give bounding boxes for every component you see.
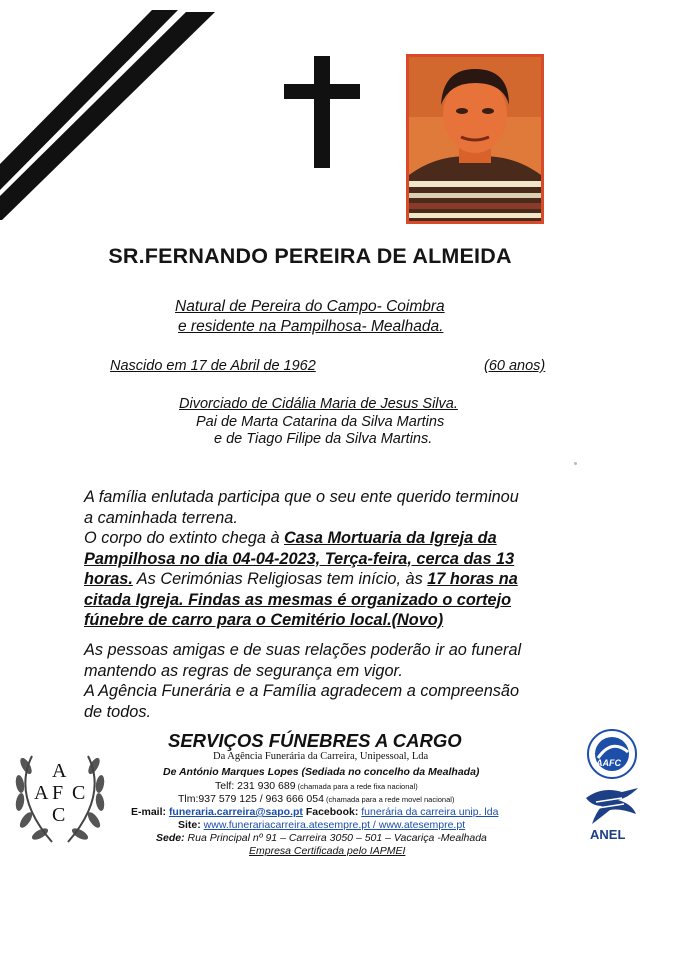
agency-owner: De António Marques Lopes (Sediada no concelho da Mealhada): [163, 766, 480, 778]
family-line-2: Pai de Marta Catarina da Silva Martins: [196, 414, 445, 430]
paragraph-line: mantendo as regras de segurança em vigor.: [84, 661, 403, 680]
address: Rua Principal nº 91 – Carreira 3050 – 501 – Vacariça -Mealhada: [187, 832, 487, 844]
phone-fixed: Telf: 231 930 689: [215, 780, 296, 792]
mourning-ribbon: [0, 10, 215, 220]
phone-fixed-note: (chamada para a rede fixa nacional): [295, 782, 418, 791]
email-label: E-mail:: [131, 806, 169, 818]
origin-line-1: Natural de Pereira do Campo- Coimbra: [175, 298, 445, 315]
paragraph-line: A Agência Funerária e a Família agradecem a compreensão: [84, 682, 519, 700]
ceremony-text: O corpo do extinto chega à: [84, 529, 285, 547]
ceremony-paragraph: [84, 528, 584, 631]
afc-letter: C: [52, 804, 66, 826]
speck: [574, 462, 577, 465]
hour-text: horas.: [84, 570, 133, 588]
cemetery-text: fúnebre de carro para o Cemitério local.(Novo): [84, 611, 444, 629]
address-label: Sede:: [156, 832, 188, 844]
aafc-badge-icon: [586, 728, 638, 780]
site-link[interactable]: www.funerariacarreira.atesempre.pt / www.atesempre.pt: [203, 819, 466, 831]
date-text: Pampilhosa no dia 04-04-2023, Terça-feira, cerca das 13: [84, 549, 515, 568]
ceremony-text: As Cerimónias Religiosas tem início, às: [132, 570, 428, 588]
origin-line-2: e residente na Pampilhosa- Mealhada.: [178, 318, 444, 335]
afc-letter: A: [52, 760, 67, 782]
birth-date: Nascido em 17 de Abril de 1962: [110, 358, 316, 374]
afc-letter: A: [34, 782, 49, 804]
phone-mobile: Tlm:937 579 125 / 963 666 054: [178, 793, 324, 805]
site-label: Site:: [178, 819, 204, 831]
paragraph-line: A família enlutada participa que o seu ente querido terminou: [84, 488, 519, 506]
services-title: SERVIÇOS FÚNEBRES A CARGO: [168, 730, 462, 751]
ceremony-time: 17 horas na: [427, 570, 518, 588]
family-line-1: Divorciado de Cidália Maria de Jesus Silva.: [179, 396, 458, 412]
paragraph-line: de todos.: [84, 702, 151, 721]
announcement-paragraph: [84, 487, 584, 528]
aafc-label: AAFC: [596, 758, 621, 768]
afc-logo: [12, 736, 108, 848]
eagle-icon: [582, 784, 642, 828]
cross-icon: [284, 56, 360, 168]
cortege-text: citada Igreja. Findas as mesmas é organizado o cortejo: [84, 590, 512, 609]
agency-name: Da Agência Funerária da Carreira, Unipessoal, Lda: [213, 751, 429, 762]
age: (60 anos): [484, 358, 546, 374]
facebook-link[interactable]: funerária da carreira unip. lda: [361, 806, 499, 818]
paragraph-line: As pessoas amigas e de suas relações poderão ir ao funeral: [84, 641, 522, 659]
aafc-logo: [586, 728, 638, 780]
anel-logo: [582, 784, 642, 844]
phone-mobile-note: (chamada para a rede movel nacional): [323, 795, 455, 804]
deceased-name: SR.FERNANDO PEREIRA DE ALMEIDA: [108, 244, 512, 268]
location-text: Casa Mortuaria da Igreja da: [284, 529, 497, 547]
email-link[interactable]: funeraria.carreira@sapo.pt: [168, 806, 303, 818]
anel-text: ANEL: [590, 827, 626, 842]
afc-letter: F: [52, 782, 64, 804]
afc-letter: C: [72, 782, 86, 804]
paragraph-line: a caminhada terrena.: [84, 508, 238, 527]
portrait-photo: [406, 54, 544, 224]
family-line-3: e de Tiago Filipe da Silva Martins.: [214, 431, 433, 447]
facebook-label: Facebook:: [302, 806, 362, 818]
closing-paragraph: [84, 640, 584, 722]
certification: Empresa Certificada pelo IAPMEI: [249, 845, 406, 857]
